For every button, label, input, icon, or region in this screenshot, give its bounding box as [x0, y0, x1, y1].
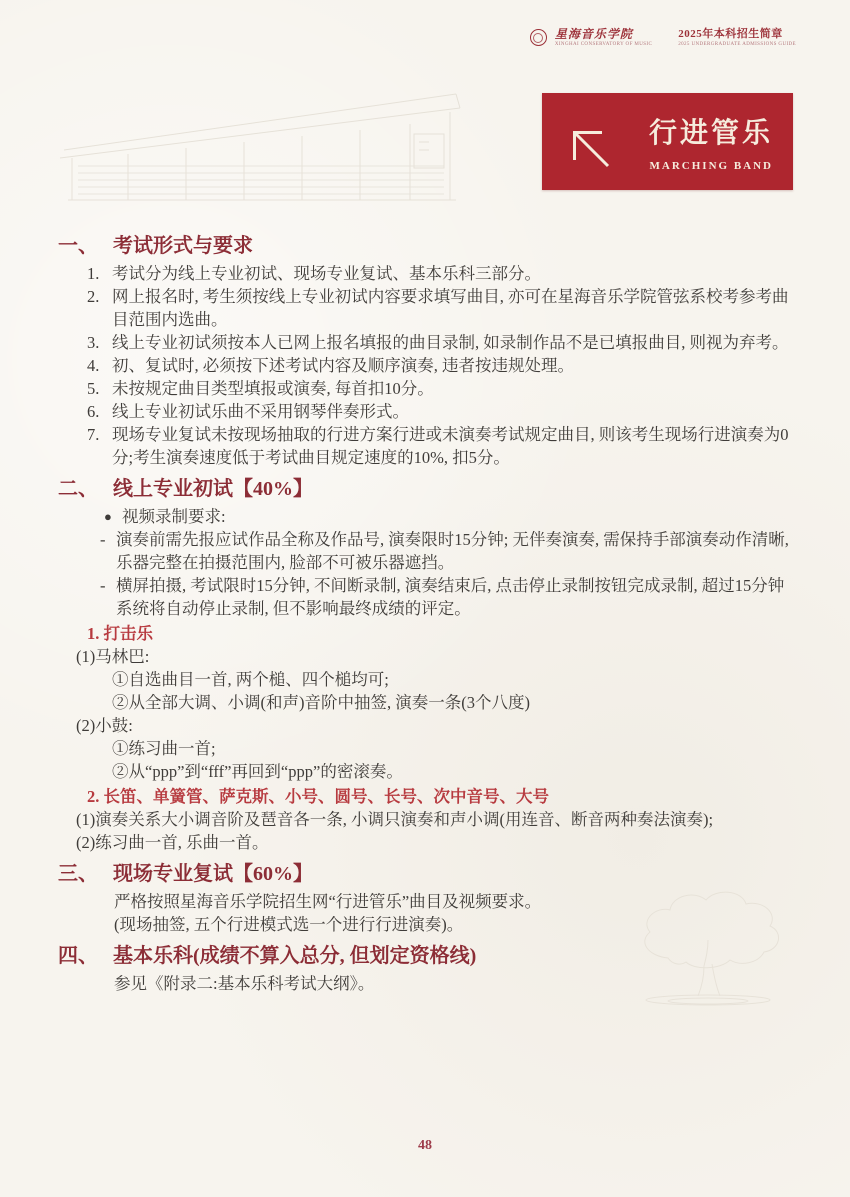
paren-item — [58, 714, 795, 737]
item-text: ②从全部大调、小调(和声)音阶中抽签, 演奏一条(3个八度) — [112, 693, 530, 712]
section-number: 一、 — [58, 235, 98, 257]
section-heading — [58, 233, 795, 259]
red-subheading — [58, 785, 795, 808]
item-text: 初、复试时, 必须按下述考试内容及顺序演奏, 违者按违规处理。 — [112, 356, 574, 375]
arrow-up-left-icon — [568, 126, 614, 172]
item-text: 现场专业复试未按现场抽取的行进方案行进或未演奏考试规定曲目, 则该考生现场行进演奏为0分;考生演奏速度低于考试曲目规定速度的10%, 扣5分。 — [112, 425, 789, 467]
section-banner — [542, 93, 793, 190]
school-name-cn: 星海音乐学院 — [554, 27, 633, 41]
item-text: 横屏拍摄, 考试限时15分钟, 不间断录制, 演奏结束后, 点击停止录制按钮完成录制, 超过15分钟系统将自动停止录制, 但不影响最终成绩的评定。 — [116, 576, 785, 618]
banner-title-cn: 行进管乐 — [648, 118, 773, 149]
banner-text — [614, 111, 773, 172]
circled-item — [58, 691, 795, 714]
item-marker: - — [100, 576, 106, 595]
building-sketch — [58, 82, 463, 207]
item-text: 线上专业初试乐曲不采用钢琴伴奏形式。 — [112, 402, 409, 421]
item-text: 考试分为线上专业初试、现场专业复试、基本乐科三部分。 — [112, 264, 541, 283]
circled-item — [58, 737, 795, 760]
item-marker: 3. — [87, 333, 100, 352]
item-text: (2)练习曲一首, 乐曲一首。 — [76, 833, 269, 852]
section-heading — [58, 476, 795, 502]
circled-item — [58, 668, 795, 691]
item-text: ①练习曲一首; — [112, 739, 216, 758]
section-number: 二、 — [58, 478, 98, 500]
item-text: 参见《附录二:基本乐科考试大纲》。 — [114, 974, 375, 993]
item-marker: 5. — [87, 379, 100, 398]
item-marker: 4. — [87, 356, 100, 375]
item-text: ②从“ppp”到“fff”再回到“ppp”的密滚奏。 — [112, 762, 403, 781]
numbered-item — [58, 423, 795, 469]
item-text: 线上专业初试须按本人已网上报名填报的曲目录制, 如录制作品不是已填报曲目, 则视为弃考。 — [112, 333, 789, 352]
item-text: 网上报名时, 考生须按线上专业初试内容要求填写曲目, 亦可在星海音乐学院管弦系校考参考曲目范围内选曲。 — [112, 287, 789, 329]
school-name-en: XINGHAI CONSERVATORY OF MUSIC — [554, 42, 653, 48]
section-number: 三、 — [58, 863, 98, 885]
page-number: 48 — [418, 1138, 432, 1153]
numbered-item — [58, 377, 795, 400]
dash-item — [58, 574, 795, 620]
section-number: 四、 — [58, 945, 98, 967]
item-text: (2)小鼓: — [76, 716, 133, 735]
item-marker: 2. — [87, 287, 100, 306]
numbered-item — [58, 285, 795, 331]
numbered-item — [58, 331, 795, 354]
numbered-item — [58, 400, 795, 423]
item-text: 未按规定曲目类型填报或演奏, 每首扣10分。 — [112, 379, 434, 398]
item-marker: 1. — [87, 264, 100, 283]
item-text: 1. 打击乐 — [87, 624, 153, 643]
tree-sketch — [608, 880, 808, 1020]
school-emblem-icon — [530, 29, 547, 46]
brochure-title-cn: 2025年本科招生简章 — [678, 27, 783, 40]
item-text: ①自选曲目一首, 两个槌、四个槌均可; — [112, 670, 389, 689]
circled-item — [58, 760, 795, 783]
item-text: 严格按照星海音乐学院招生网“行进管乐”曲目及视频要求。 — [114, 892, 542, 911]
page-header — [530, 28, 796, 47]
brochure-title-en: 2025 UNDERGRADUATE ADMISSIONS GUIDE — [678, 41, 796, 47]
dash-item — [58, 528, 795, 574]
item-text: 2. 长笛、单簧管、萨克斯、小号、圆号、长号、次中音号、大号 — [87, 787, 549, 806]
banner-title-en: MARCHING BAND — [649, 160, 773, 172]
item-marker: 6. — [87, 402, 100, 421]
school-name — [555, 28, 652, 47]
section-title: 线上专业初试【40%】 — [113, 478, 313, 500]
paren-item — [58, 831, 795, 854]
item-text: (现场抽签, 五个行进模式选一个进行行进演奏)。 — [114, 915, 464, 934]
item-text: (1)演奏关系大小调音阶及琶音各一条, 小调只演奏和声小调(用连音、断音两种奏法演奏); — [76, 810, 714, 829]
item-text: 演奏前需先报应试作品全称及作品号, 演奏限时15分钟; 无伴奏演奏, 需保持手部演奏动作清晰, 乐器完整在拍摄范围内, 脸部不可被乐器遮挡。 — [116, 530, 789, 572]
item-marker: - — [100, 530, 106, 549]
brochure-title — [678, 29, 796, 47]
section-title: 考试形式与要求 — [113, 235, 253, 257]
numbered-item — [58, 262, 795, 285]
section-title: 基本乐科(成绩不算入总分, 但划定资格线) — [113, 945, 477, 967]
item-text: 视频录制要求: — [122, 507, 226, 526]
paren-item — [58, 808, 795, 831]
item-marker: ● — [104, 509, 112, 524]
section-title: 现场专业复试【60%】 — [113, 863, 313, 885]
red-subheading — [58, 622, 795, 645]
paren-item — [58, 645, 795, 668]
numbered-item — [58, 354, 795, 377]
item-marker: 7. — [87, 425, 100, 444]
item-text: (1)马林巴: — [76, 647, 150, 666]
bullet-item — [58, 505, 795, 528]
